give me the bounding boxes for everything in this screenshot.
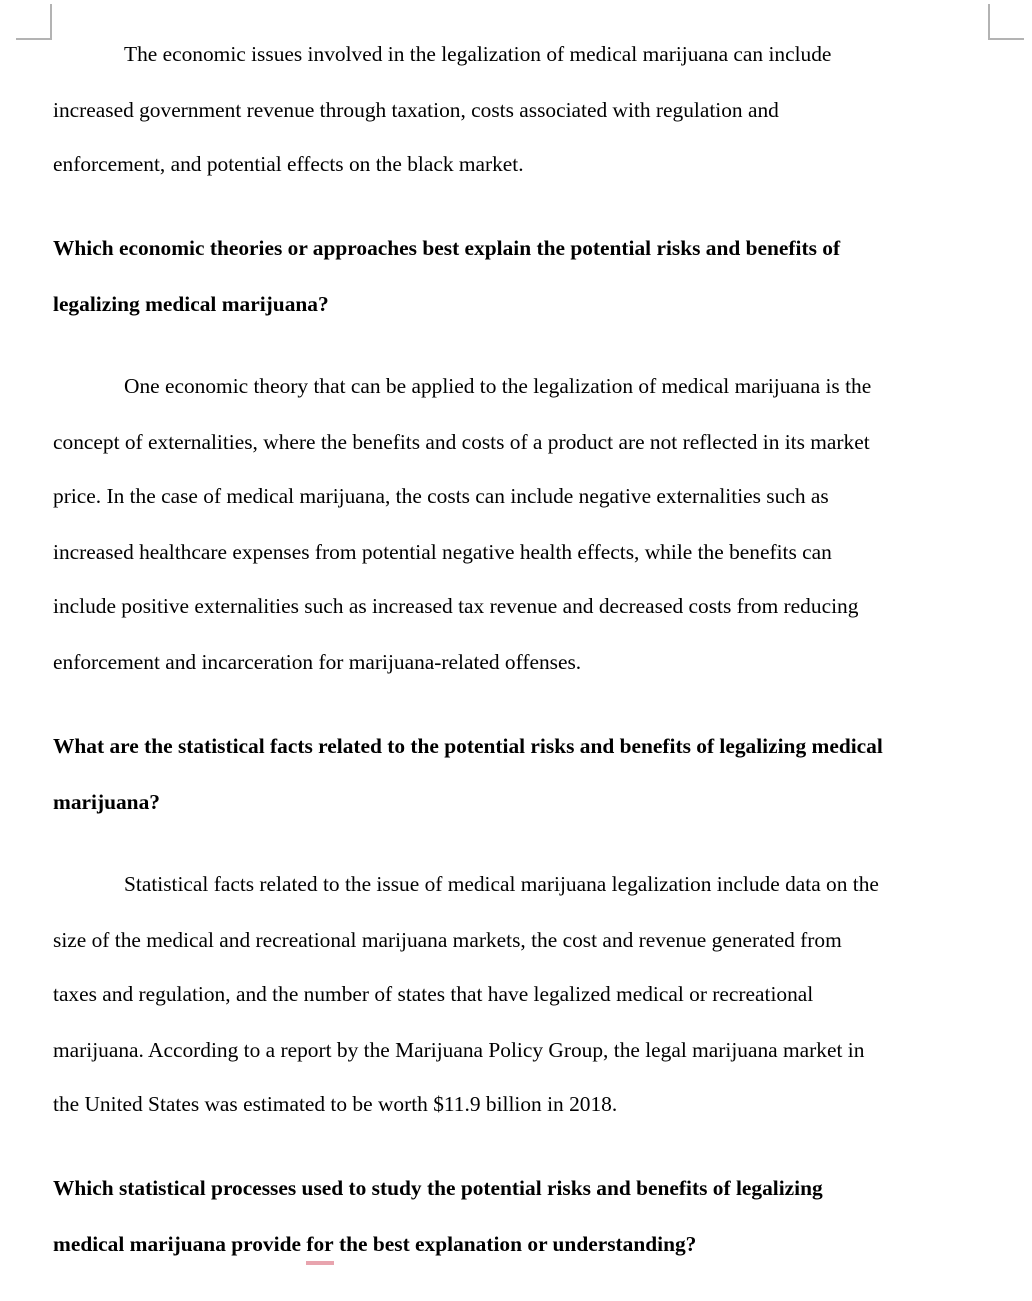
heading-text: medical marijuana provide <box>53 1232 307 1256</box>
page-corner-mark-right <box>988 4 1024 40</box>
text-line: enforcement, and potential effects on the black market. <box>53 152 524 176</box>
text-line: increased government revenue through taxation, costs associated with regulation and <box>53 98 779 122</box>
text-line: include positive externalities such as increased tax revenue and decreased costs from reducing <box>53 594 859 618</box>
text-line: price. In the case of medical marijuana, the costs can include negative externalities such as <box>53 484 829 508</box>
text-line: concept of externalities, where the benefits and costs of a product are not reflected in its market <box>53 430 870 454</box>
text-line: One economic theory that can be applied to the legalization of medical marijuana is the <box>124 374 872 398</box>
heading-line <box>53 1230 696 1258</box>
heading-text: the best explanation or understanding? <box>333 1232 697 1256</box>
text-line: Statistical facts related to the issue of medical marijuana legalization include data on the <box>124 872 879 896</box>
text-line: enforcement and incarceration for marijuana-related offenses. <box>53 650 582 674</box>
page-corner-mark-left <box>16 4 52 40</box>
text-line: size of the medical and recreational marijuana markets, the cost and revenue generated from <box>53 928 842 952</box>
heading-line: Which economic theories or approaches best explain the potential risks and benefits of <box>53 236 841 260</box>
text-line: increased healthcare expenses from potential negative health effects, while the benefits can <box>53 540 832 564</box>
heading-line: legalizing medical marijuana? <box>53 292 329 316</box>
text-line: taxes and regulation, and the number of states that have legalized medical or recreational <box>53 982 814 1006</box>
text-line: marijuana. According to a report by the Marijuana Policy Group, the legal marijuana market in <box>53 1038 865 1062</box>
heading-line: What are the statistical facts related to the potential risks and benefits of legalizing medical <box>53 734 883 758</box>
heading-line: Which statistical processes used to study the potential risks and benefits of legalizing <box>53 1176 823 1200</box>
text-line: The economic issues involved in the legalization of medical marijuana can include <box>124 42 832 66</box>
heading-line: marijuana? <box>53 790 160 814</box>
grammar-flagged-word[interactable]: for <box>306 1232 334 1256</box>
text-line: the United States was estimated to be worth $11.9 billion in 2018. <box>53 1092 618 1116</box>
